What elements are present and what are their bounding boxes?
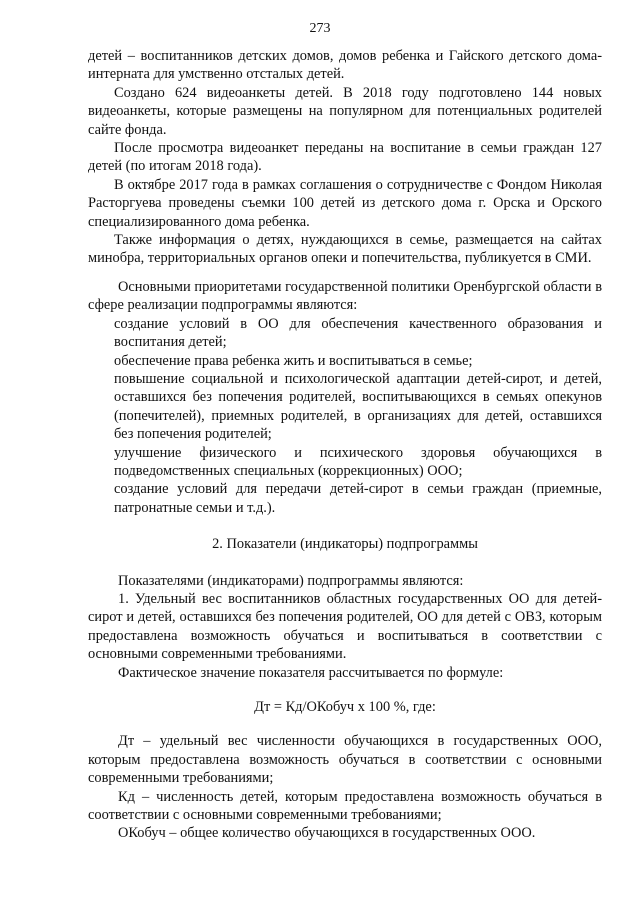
priority-item: обеспечение права ребенка жить и воспитываться в семье; — [114, 352, 473, 369]
definition-item: Дт – удельный вес численности обучающихся в государственных ООО, которым предоставлена возможность обучаться в соответствии с основными современными требованиями; — [88, 733, 602, 787]
priority-item: повышение социальной и психологической адаптации детей-сирот, и детей, оставшихся без попечения родителей, воспитывающихся в семьях опекунов (попечителей), приемных родителей, в организациях для детей, оставшихся без попечения родителей; — [114, 370, 602, 443]
priority-item: создание условий для передачи детей-сирот в семьи граждан (приемные, патронатные семьи и т.д.). — [114, 481, 602, 516]
formula-intro: Фактическое значение показателя рассчитывается по формуле: — [118, 664, 504, 681]
paragraph: Создано 624 видеоанкеты детей. В 2018 году подготовлено 144 новых видеоанкеты, которые размещены на популярном для потенциальных родителей сайте фонда. — [88, 84, 602, 138]
paragraph: детей – воспитанников детских домов, домов ребенка и Гайского детского дома-интерната для умственно отсталых детей. — [88, 48, 602, 83]
page-number: 273 — [309, 21, 331, 36]
document-body — [88, 47, 602, 843]
section-heading: 2. Показатели (индикаторы) подпрограммы — [212, 536, 478, 553]
definition-item: ОКобуч – общее количество обучающихся в государственных ООО. — [118, 825, 536, 842]
formula: Дт = Кд/ОКобуч х 100 %, где: — [254, 699, 436, 715]
paragraph: Также информация о детях, нуждающихся в семье, размещается на сайтах минобра, территориальных органов опеки и попечительства, публикуется в СМИ. — [88, 232, 602, 267]
indicator-item: 1. Удельный вес воспитанников областных государственных ОО для детей-сирот и детей, оставшихся без попечения родителей, ОО для детей с ОВЗ, которым предоставлена возможность обучаться и воспитываться в соответствии с основными современными требованиями. — [88, 590, 602, 663]
section-intro: Показателями (индикаторами) подпрограммы являются: — [118, 572, 464, 589]
paragraph: В октябре 2017 года в рамках соглашения о сотрудничестве с Фондом Николая Расторгуева проведены съемки 100 детей из детского дома г. Орска и Орского специализированного дома ребенка. — [88, 176, 602, 230]
definition-item: Кд – численность детей, которым предоставлена возможность обучаться в соответствии с основными современными требованиями; — [88, 788, 602, 824]
paragraph: После просмотра видеоанкет переданы на воспитание в семьи граждан 127 детей (по итогам 2018 года). — [88, 140, 602, 175]
paragraph: Основными приоритетами государственной политики Оренбургской области в сфере реализации подпрограммы являются: — [88, 278, 602, 314]
priority-item: создание условий в ОО для обеспечения качественного образования и воспитания детей; — [114, 315, 602, 351]
priority-item: улучшение физического и психического здоровья обучающихся в подведомственных специальных (коррекционных) ООО; — [114, 444, 602, 479]
